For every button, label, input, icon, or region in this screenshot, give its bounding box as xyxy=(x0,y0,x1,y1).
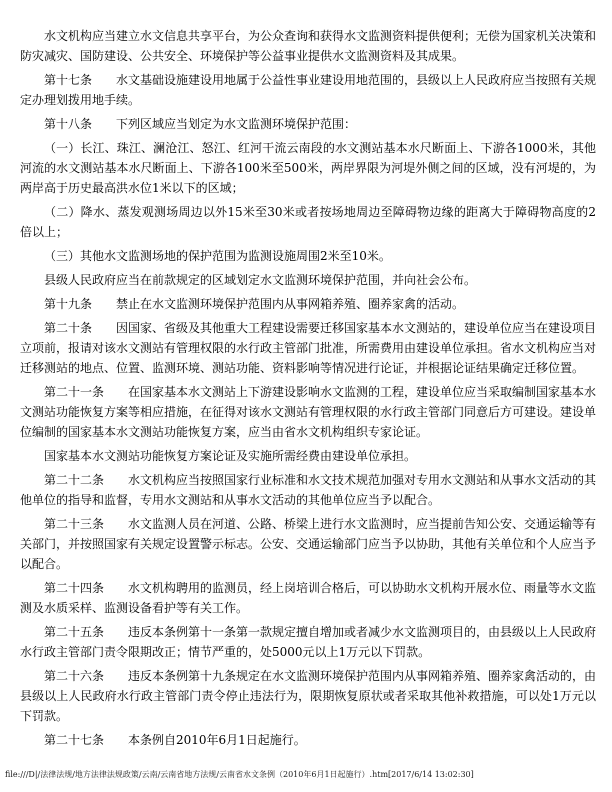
paragraph-article-21: 第二十一条 在国家基本水文测站上下游建设影响水文监测的工程，建设单位应当采取编制国家基本水文测站功能恢复方案等相应措施，在征得对该水文测站有管理权限的水行政主管部门同意后方可建设。建设单位编制的国家基本水文测站功能恢复方案，应当由省水文机构组织专家论证。 xyxy=(20,385,597,439)
paragraph-article-18-item-3: （三）其他水文监测场地的保护范围为监测设施周围2米至10米。 xyxy=(44,249,391,263)
paragraph-article-18-item-2: （二）降水、蒸发观测场周边以外15米至30米或者按场地周边至障碍物边缘的距离大于障碍物高度的2倍以上； xyxy=(20,205,596,239)
paragraph-article-19: 第十九条 禁止在水文监测环境保护范围内从事网箱养殖、圈养家禽的活动。 xyxy=(44,297,465,311)
paragraph-article-18-item-1: （一）长江、珠江、澜沧江、怒江、红河干流云南段的水文测站基本水尺断面上、下游各1000米，其他河流的水文测站基本水尺断面上、下游各100米至500米，两岸界限为河堤外侧之间的区域，没有河堤的，为两岸高于历史最高洪水位1米以下的区域； xyxy=(20,141,596,195)
paragraph-article-18-clause-2: 县级人民政府应当在前款规定的区域划定水文监测环境保护范围，并向社会公布。 xyxy=(44,273,477,287)
paragraph-info-sharing-platform: 水文机构应当建立水文信息共享平台，为公众查询和获得水文监测资料提供便利；无偿为国家机关决策和防灾减灾、国防建设、公共安全、环境保护等公益事业提供水文监测资料及其成果。 xyxy=(20,29,597,63)
paragraph-article-18: 第十八条 下列区域应当划定为水文监测环境保护范围： xyxy=(44,117,357,131)
paragraph-article-26: 第二十六条 违反本条例第十九条规定在水文监测环境保护范围内从事网箱养殖、圈养家禽活动的，由县级以上人民政府水行政主管部门责令停止违法行为，限期恢复原状或者采取其他补救措施，可以处1万元以下罚款。 xyxy=(20,669,597,723)
paragraph-article-27: 第二十七条 本条例自2010年6月1日起施行。 xyxy=(44,733,306,747)
paragraph-article-25: 第二十五条 违反本条例第十一条第一款规定擅自增加或者减少水文监测项目的，由县级以上人民政府水行政主管部门责令限期改正；情节严重的，处5000元以上1万元以下罚款。 xyxy=(20,625,597,659)
paragraph-article-20: 第二十条 因国家、省级及其他重大工程建设需要迁移国家基本水文测站的，建设单位应当在建设项目立项前，报请对该水文测站有管理权限的水行政主管部门批准，所需费用由建设单位承担。省水文机构应当对迁移测站的地点、位置、监测环境、测站功能、资料影响等情况进行论证，并根据论证结果确定迁移位置。 xyxy=(20,321,597,375)
paragraph-article-17: 第十七条 水文基础设施建设用地属于公益性事业建设用地范围的，县级以上人民政府应当按照有关规定办理划拨用地手续。 xyxy=(20,73,597,107)
file-path-footer: file:///D|/法律法规/地方法律法规政策/云南/云南省地方法规/云南省水文条例（2010年6月1日起施行）.htm[2017/6/14 13:02:30] xyxy=(5,770,474,779)
paragraph-article-24: 第二十四条 水文机构聘用的监测员，经上岗培训合格后，可以协助水文机构开展水位、雨量等水文监测及水质采样、监测设备看护等有关工作。 xyxy=(20,581,597,615)
document-body xyxy=(20,26,596,754)
paragraph-article-23: 第二十三条 水文监测人员在河道、公路、桥梁上进行水文监测时，应当提前告知公安、交通运输等有关部门，并按照国家有关规定设置警示标志。公安、交通运输部门应当予以协助，其他有关单位和个人应当予以配合。 xyxy=(20,517,597,571)
paragraph-article-22: 第二十二条 水文机构应当按照国家行业标准和水文技术规范加强对专用水文测站和从事水文活动的其他单位的指导和监督，专用水文测站和从事水文活动的其他单位应当予以配合。 xyxy=(20,473,597,507)
paragraph-article-21-clause-2: 国家基本水文测站功能恢复方案论证及实施所需经费由建设单位承担。 xyxy=(44,449,417,463)
